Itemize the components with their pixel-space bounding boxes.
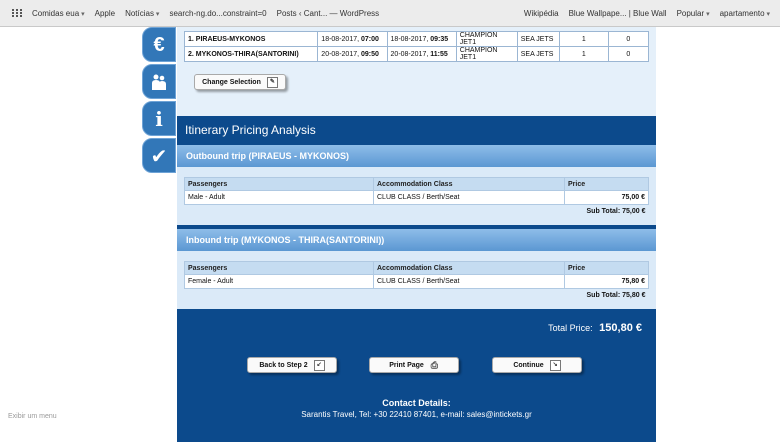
accommodation-class: CLUB CLASS / Berth/Seat bbox=[374, 275, 565, 289]
departure-time: 09:50 bbox=[361, 50, 379, 58]
arrival-time: 09:35 bbox=[430, 35, 449, 43]
bookmark-apple[interactable]: Apple bbox=[94, 8, 116, 18]
col-passengers: Passengers bbox=[185, 262, 374, 275]
continue-icon: ↘ bbox=[550, 360, 561, 371]
passenger-type: Female - Adult bbox=[185, 275, 374, 289]
trip-vessel: CHAMPION JET1 bbox=[456, 47, 517, 62]
apps-grid-icon[interactable] bbox=[12, 9, 22, 17]
passenger-type: Male - Adult bbox=[185, 191, 374, 205]
total-price bbox=[548, 322, 642, 334]
trip-passengers: 1 bbox=[560, 47, 609, 62]
contact-details bbox=[177, 398, 656, 419]
trip-vehicles: 0 bbox=[608, 47, 648, 62]
total-amount: 150,80 € bbox=[599, 322, 642, 334]
outbound-section bbox=[177, 167, 656, 225]
col-price: Price bbox=[565, 262, 649, 275]
selected-trips-table bbox=[184, 31, 649, 62]
bookmarks-bar bbox=[0, 0, 780, 27]
pricing-title: Itinerary Pricing Analysis bbox=[185, 123, 316, 137]
accommodation-class: CLUB CLASS / Berth/Seat bbox=[374, 191, 565, 205]
booking-panel bbox=[177, 27, 656, 442]
info-icon: i bbox=[155, 106, 163, 131]
selected-trips-area bbox=[177, 27, 656, 116]
bookmark-posts-wordpress[interactable]: Posts ‹ Cant... — WordPress bbox=[276, 8, 380, 18]
bookmark-comidas-eua[interactable]: Comidas eua ▾ bbox=[32, 9, 85, 18]
bookmark-wikipedia[interactable]: Wikipédia bbox=[523, 8, 559, 18]
price-value: 75,00 € bbox=[565, 191, 649, 205]
arrival-date: 20-08-2017, bbox=[390, 50, 429, 58]
bookmark-popular[interactable]: Popular ▾ bbox=[677, 9, 710, 18]
col-accommodation: Accommodation Class bbox=[374, 178, 565, 191]
table-row bbox=[185, 275, 649, 289]
checkmark-icon: ✔ bbox=[150, 143, 168, 168]
table-header-row bbox=[185, 178, 649, 191]
trip-route: 1. PIRAEUS-MYKONOS bbox=[185, 32, 318, 47]
subtotal: Sub Total: 75,00 € bbox=[185, 205, 649, 219]
bookmark-apartamento[interactable]: apartamento ▾ bbox=[720, 9, 770, 18]
departure-time: 07:00 bbox=[361, 35, 379, 43]
tab-info[interactable] bbox=[142, 101, 176, 136]
euro-icon: € bbox=[153, 33, 165, 56]
trip-company: SEA JETS bbox=[517, 32, 559, 47]
print-label: Print Page bbox=[389, 361, 424, 369]
arrival-time: 11:55 bbox=[430, 50, 448, 58]
trip-arrival bbox=[387, 32, 456, 47]
outbound-price-table bbox=[184, 177, 649, 218]
continue-label: Continue bbox=[513, 361, 544, 369]
col-passengers: Passengers bbox=[185, 178, 374, 191]
trip-vehicles: 0 bbox=[608, 32, 648, 47]
table-row bbox=[185, 191, 649, 205]
table-header-row bbox=[185, 262, 649, 275]
subtotal-row bbox=[185, 205, 649, 219]
tab-passengers[interactable] bbox=[142, 64, 176, 99]
inbound-price-table bbox=[184, 261, 649, 302]
tab-confirm[interactable] bbox=[142, 138, 176, 173]
change-selection-label: Change Selection bbox=[202, 78, 261, 86]
table-row bbox=[185, 32, 649, 47]
departure-date: 20-08-2017, bbox=[321, 50, 360, 58]
inbound-section bbox=[177, 251, 656, 309]
step-side-tabs bbox=[142, 27, 176, 175]
table-row bbox=[185, 47, 649, 62]
trip-departure bbox=[318, 32, 387, 47]
edit-icon: ✎ bbox=[267, 77, 278, 88]
outbound-header: Outbound trip (PIRAEUS - MYKONOS) bbox=[177, 145, 656, 167]
print-page-button[interactable] bbox=[369, 357, 459, 373]
subtotal: Sub Total: 75,80 € bbox=[185, 289, 649, 303]
back-label: Back to Step 2 bbox=[259, 361, 308, 369]
subtotal-row bbox=[185, 289, 649, 303]
continue-button[interactable] bbox=[492, 357, 582, 373]
contact-line: Sarantis Travel, Tel: +30 22410 87401, e-mail: sales@intickets.gr bbox=[301, 410, 532, 419]
change-selection-button[interactable] bbox=[194, 74, 286, 90]
printer-icon: ⎙ bbox=[430, 359, 438, 370]
bookmark-search-ng[interactable]: search-ng.do...constraint=0 bbox=[169, 8, 267, 18]
back-to-step2-button[interactable] bbox=[247, 357, 337, 373]
passengers-icon bbox=[150, 73, 168, 91]
total-label: Total Price: bbox=[548, 323, 593, 333]
contact-heading: Contact Details: bbox=[382, 398, 451, 408]
inbound-header: Inbound trip (MYKONOS - THIRA(SANTORINI)) bbox=[177, 229, 656, 251]
trip-departure bbox=[318, 47, 387, 62]
col-accommodation: Accommodation Class bbox=[374, 262, 565, 275]
trip-passengers: 1 bbox=[560, 32, 609, 47]
departure-date: 18-08-2017, bbox=[321, 35, 360, 43]
bookmark-noticias[interactable]: Notícias ▾ bbox=[125, 9, 159, 18]
trip-vessel: CHAMPION JET1 bbox=[456, 32, 517, 47]
trip-arrival bbox=[387, 47, 456, 62]
trip-company: SEA JETS bbox=[517, 47, 559, 62]
back-icon: ↙ bbox=[314, 360, 325, 371]
status-bar-text: Exibir um menu bbox=[8, 413, 57, 420]
arrival-date: 18-08-2017, bbox=[390, 35, 429, 43]
col-price: Price bbox=[565, 178, 649, 191]
price-value: 75,80 € bbox=[565, 275, 649, 289]
trip-route: 2. MYKONOS-THIRA(SANTORINI) bbox=[185, 47, 318, 62]
tab-pricing[interactable] bbox=[142, 27, 176, 62]
bookmark-blue-wallpaper[interactable]: Blue Wallpape... | Blue Wall bbox=[568, 8, 667, 18]
